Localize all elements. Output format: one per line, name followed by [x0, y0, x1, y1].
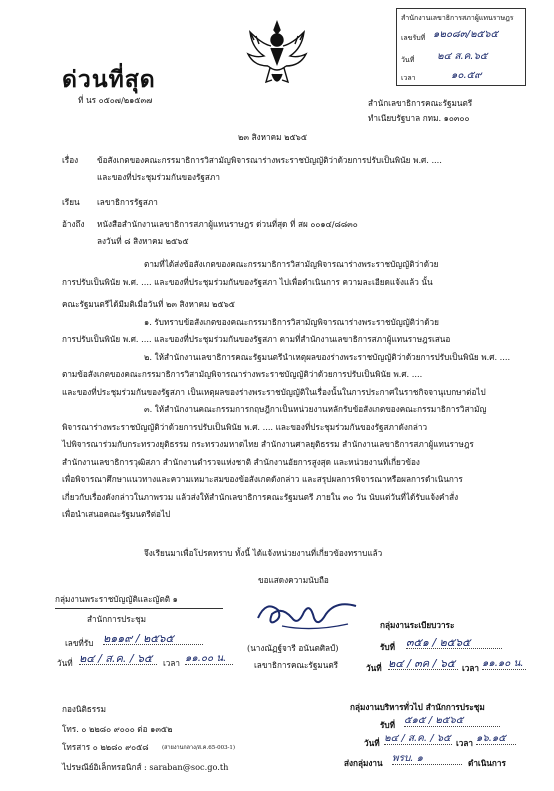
body-line: เกี่ยวกับเรื่องดังกล่าวในภาพรวม แล้วส่งให้สำนักเลขาธิการคณะรัฐมนตรี ภายใน ๓๐ วัน นับแต่วันที่ได้รับแจ้งคำสั่ง	[62, 491, 459, 502]
stamp-time-label: เวลา	[401, 74, 416, 82]
stamp-group-name: กลุ่มงานพระราชบัญญัติและญัตติ ๑	[55, 594, 178, 604]
closing-line: จึงเรียนมาเพื่อโปรดทราบ ทั้งนี้ ได้แจ้งหน่วยงานที่เกี่ยวข้องทราบแล้ว	[144, 548, 383, 558]
signer-name: (นางณัฏฐ์จารี อนันตศิลป์)	[247, 643, 339, 653]
stamp-receive-label: เลขรับที่	[401, 34, 426, 42]
body-line: การปรับเป็นพินัย พ.ศ. .... และของที่ประชุมร่วมกันของรัฐสภา ตามที่สำนักงานเลขาธิการสภาผู้แทนราษฎรเสนอ	[62, 334, 451, 344]
stamp-date-label: วันที่	[366, 663, 382, 673]
document-date: ๒๓ สิงหาคม ๒๕๖๕	[238, 132, 308, 142]
stamp-group-name: กลุ่มงานระเบียบวาระ	[380, 620, 455, 630]
body-line: เพื่อนำเสนอคณะรัฐมนตรีต่อไป	[62, 509, 171, 519]
stamp-time-label: เวลา	[456, 738, 474, 748]
stamp-receive-label: รับที่	[380, 720, 395, 730]
body-line: ตามข้อสังเกตของคณะกรรมาธิการวิสามัญพิจารณาร่างพระราชบัญญัติว่าด้วยการปรับเป็นพินัย พ.ศ. ....	[62, 369, 423, 379]
stamp-date-value: ๒๔ / ส.ค. / ๖๕	[384, 733, 451, 744]
stamp-time-value: ๑๑.๑๐ น.	[482, 659, 526, 670]
body-line: ๑. รับทราบข้อสังเกตของคณะกรรมาธิการวิสามัญพิจารณาร่างพระราชบัญญัติว่าด้วย	[144, 316, 439, 327]
stamp-receive-label: รับที่	[380, 642, 395, 652]
body-line: ๓. ให้สำนักงานคณะกรรมการกฤษฎีกาเป็นหน่วยงานหลักรับข้อสังเกตของคณะกรรมาธิการวิสามัญ	[144, 404, 487, 414]
stamp-receive-label: เลขที่รับ	[65, 638, 94, 648]
stamp-bill-group	[55, 594, 235, 680]
stamp-receive-value: ๑๒๐๘๓/๒๕๖๕	[433, 29, 499, 40]
closing-regards: ขอแสดงความนับถือ	[258, 575, 329, 585]
footer-fax-note: (สายงานกลาง/ส.ค.65-003-1)	[162, 745, 236, 751]
stamp-date-value: ๒๔ / ส.ค. / ๖๕	[79, 654, 157, 665]
stamp-time-label: เวลา	[163, 658, 181, 668]
stamp-action-label: ดำเนินการ	[468, 758, 506, 768]
body-line: และของที่ประชุมร่วมกันของรัฐสภา เป็นเหตุผลของร่างพระราชบัญญัติในเรื่องนั้นในการประกาศในราชกิจจานุเบกษาต่อไป	[62, 386, 486, 397]
stamp-divider	[55, 608, 223, 609]
body-line: ตามที่ได้ส่งข้อสังเกตของคณะกรรมาธิการวิสามัญพิจารณาร่างพระราชบัญญัติว่าด้วย	[144, 259, 439, 269]
subject-line-2: และของที่ประชุมร่วมกันของรัฐสภา	[97, 172, 220, 182]
stamp-time-value: ๑๖.๑๕	[476, 734, 516, 745]
sender-address: ทำเนียบรัฐบาล กทม. ๑๐๓๐๐	[368, 113, 470, 123]
footer-email: ไปรษณีย์อิเล็กทรอนิกส์ : saraban@soc.go.th	[62, 762, 229, 772]
body-paragraph-1	[62, 256, 438, 291]
stamp-date-value: ๒๔ ส.ค.๖๕	[437, 51, 488, 62]
stamp-office: สำนักงานเลขาธิการสภาผู้แทนราษฎร	[401, 14, 514, 22]
subject-label: เรื่อง	[62, 155, 79, 165]
body-line: คณะรัฐมนตรีได้มีมติเมื่อวันที่ ๒๓ สิงหาคม ๒๕๖๕	[62, 299, 235, 309]
body-line: สำนักงานเลขาธิการวุฒิสภา สำนักงานตำรวจแห่งชาติ สำนักงานอัยการสูงสุด และหน่วยงานที่เกี่ยวข้อง	[62, 456, 420, 467]
stamp-receive-value: ๕๑๕ / ๒๕๖๕	[404, 716, 500, 727]
reference-line-1: หนังสือสำนักงานเลขาธิการสภาผู้แทนราษฎร ด่วนที่สุด ที่ สผ ๐๐๑๔/๘๘๓๐	[97, 219, 358, 229]
stamp-date-label: วันที่	[57, 658, 73, 668]
to-value: เลขาธิการรัฐสภา	[97, 197, 158, 207]
subject-line-1: ข้อสังเกตของคณะกรรมาธิการวิสามัญพิจารณาร่างพระราชบัญญัติว่าด้วยการปรับเป็นพินัย พ.ศ. ....	[97, 155, 442, 165]
garuda-emblem	[242, 18, 312, 92]
stamp-date-label: วันที่	[401, 56, 415, 64]
stamp-receive-value: ๓๕๑ / ๒๕๖๕	[406, 638, 502, 649]
stamp-time-label: เวลา	[462, 663, 480, 673]
footer-phone: โทร. ๐ ๒๒๘๐ ๙๐๐๐ ต่อ ๑๓๕๒	[62, 724, 173, 734]
sender-office: สำนักเลขาธิการคณะรัฐมนตรี	[368, 98, 473, 108]
stamp-time-value: ๑๑.๐๐ น.	[185, 654, 233, 665]
signature	[252, 588, 362, 638]
urgent-heading: ด่วนที่สุด	[62, 66, 156, 93]
body-line: พิจารณาร่างพระราชบัญญัติว่าด้วยการปรับเป็นพินัย พ.ศ. .... และของที่ประชุมร่วมกันของรัฐสภาดังกล่าว	[62, 421, 428, 432]
stamp-date-value: ๒๔ / ๓ค / ๖๕	[388, 659, 458, 670]
document-number: ที่ นร ๐๕๐๗/๒๑๕๓๗	[78, 95, 153, 105]
signer-title: เลขาธิการคณะรัฐมนตรี	[254, 660, 339, 670]
stamp-time-value: ๑๐.๕๙	[451, 70, 482, 81]
reference-line-2: ลงวันที่ ๘ สิงหาคม ๒๕๖๕	[97, 236, 189, 246]
reference-label: อ้างถึง	[62, 219, 85, 229]
stamp-office: สำนักการประชุม	[87, 614, 147, 624]
stamp-admin-group	[340, 702, 536, 780]
body-line: ๒. ให้สำนักงานเลขาธิการคณะรัฐมนตรีนำเหตุผลของร่างพระราชบัญญัติว่าด้วยการปรับเป็นพินัย พ.ศ. ....	[144, 351, 511, 362]
to-label: เรียน	[62, 197, 80, 207]
stamp-send-label: ส่งกลุ่มงาน	[344, 758, 383, 768]
stamp-receive-value: ๒๑๑๙ / ๒๕๖๕	[103, 634, 203, 645]
stamp-send-value: พรบ. ๑	[392, 754, 462, 765]
body-line: ไปพิจารณาร่วมกับกระทรวงยุติธรรม กระทรวงมหาดไทย สำนักงานศาลยุติธรรม สำนักงานเลขาธิการสภาผู้แทนราษฎร	[62, 439, 474, 449]
body-line: เพื่อพิจารณาศึกษาแนวทางและความเหมาะสมของข้อสังเกตดังกล่าว และสรุปผลการพิจารณาหรือผลการดำเนินการ	[62, 474, 463, 484]
footer-fax: โทรสาร ๐ ๒๒๘๐ ๙๐๕๘	[62, 742, 149, 752]
stamp-agenda-group	[358, 620, 528, 682]
body-paragraph-2	[62, 296, 510, 524]
body-line: การปรับเป็นพินัย พ.ศ. .... และของที่ประชุมร่วมกันของรัฐสภา ไปเพื่อดำเนินการ ความละเอียดแจ้งแล้ว นั้น	[62, 276, 433, 287]
footer-division: กองนิติธรรม	[62, 704, 106, 714]
stamp-date-label: วันที่	[364, 738, 380, 748]
receive-stamp-top-right	[396, 8, 526, 86]
stamp-group-name: กลุ่มงานบริหารทั่วไป สำนักการประชุม	[350, 702, 485, 712]
